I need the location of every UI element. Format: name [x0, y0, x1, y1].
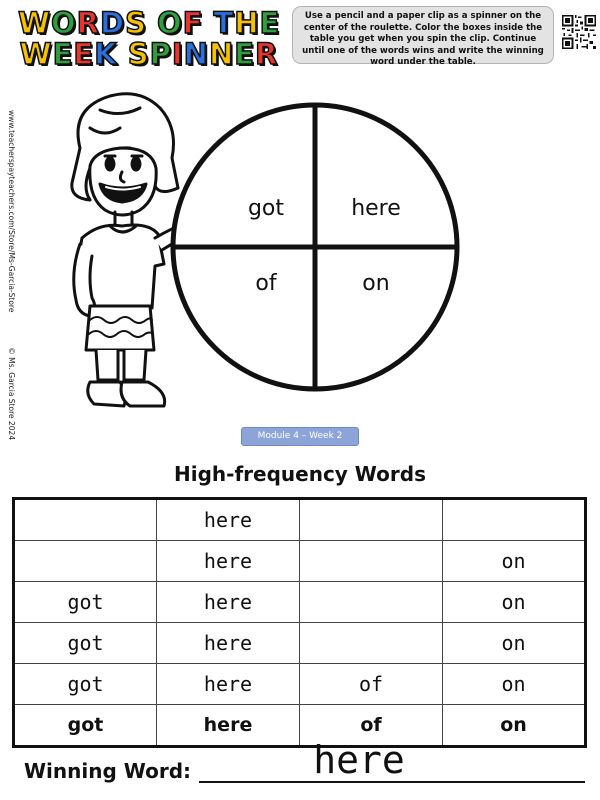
base-word-cell: of [300, 705, 443, 747]
title-letter: F [182, 6, 204, 40]
instructions-box [292, 6, 554, 67]
qr-code-icon [562, 15, 596, 49]
base-word-cell: on [443, 705, 586, 747]
spinner-word-here: here [351, 196, 401, 221]
page-title [18, 8, 280, 70]
spinner-word-of: of [255, 271, 277, 296]
tally-cell[interactable]: got [14, 664, 157, 705]
tally-cell[interactable] [14, 499, 157, 541]
title-letter: E [52, 37, 74, 71]
tally-cell[interactable]: here [157, 541, 300, 582]
tally-cell[interactable]: got [14, 582, 157, 623]
title-letter: R [255, 37, 279, 71]
tally-cell[interactable]: got [14, 623, 157, 664]
table-title: High-frequency Words [174, 462, 426, 486]
table-row [14, 541, 586, 582]
module-badge: Module 4 – Week 2 [241, 427, 359, 446]
tally-cell[interactable] [300, 499, 443, 541]
title-letter: E [73, 37, 95, 71]
tally-cell[interactable]: here [157, 623, 300, 664]
title-letter: S [127, 37, 150, 71]
title-line-1 [18, 8, 280, 39]
tally-cell[interactable]: on [443, 623, 586, 664]
tally-cell[interactable] [14, 541, 157, 582]
side-credit [7, 110, 16, 441]
title-line-2 [18, 39, 280, 70]
tally-table [12, 497, 587, 748]
title-letter: E [234, 37, 256, 71]
title-letter [118, 39, 128, 70]
tally-cell[interactable] [300, 582, 443, 623]
table-row [14, 499, 586, 541]
title-letter: S [125, 6, 147, 40]
copyright-text: © Ms. Garcia Store 2024 [7, 347, 16, 441]
instructions-text: Use a pencil and a paper clip as a spinner on the center of the roulette. Color the boxes inside the table you get when you spin the clip. Continue until one of the words wins and write the winning word under the table. [302, 11, 544, 67]
title-letter: H [234, 6, 260, 40]
winning-word-label: Winning Word: [24, 759, 192, 783]
title-letter [203, 8, 213, 39]
title-letter: N [183, 37, 209, 71]
winning-word-line [199, 781, 585, 783]
tally-cell[interactable]: here [157, 499, 300, 541]
title-letter: O [156, 6, 183, 40]
tally-cell[interactable]: on [443, 541, 586, 582]
tally-cell[interactable] [300, 541, 443, 582]
spinner-word-got: got [247, 196, 285, 221]
base-word-cell: here [157, 705, 300, 747]
title-letter: I [171, 37, 184, 71]
title-letter: N [208, 37, 235, 71]
tally-cell[interactable]: of [300, 664, 443, 705]
base-word-cell: got [14, 705, 157, 747]
table-row [14, 582, 586, 623]
tally-cell[interactable] [443, 499, 586, 541]
title-letter: W [19, 37, 53, 71]
word-spinner[interactable] [168, 100, 462, 394]
tally-cell[interactable]: here [157, 582, 300, 623]
table-row [14, 664, 586, 705]
title-letter: R [76, 6, 100, 40]
table-row [14, 623, 586, 664]
tally-cell[interactable] [300, 623, 443, 664]
title-letter: T [213, 6, 235, 40]
winning-word-value: here [313, 738, 405, 782]
title-letter [147, 8, 157, 39]
spinner-word-on: on [362, 271, 390, 296]
title-letter: O [51, 6, 77, 40]
tally-cell[interactable]: on [443, 664, 586, 705]
tally-cell[interactable]: on [443, 582, 586, 623]
title-letter: P [149, 37, 172, 71]
title-letter: K [94, 37, 118, 71]
tally-cell[interactable]: here [157, 664, 300, 705]
title-letter: E [259, 6, 281, 40]
store-url: www.teacherspayteachers.com/Store/Ms-Garcia-Store [7, 110, 16, 313]
title-letter: D [100, 6, 126, 40]
title-letter: W [18, 6, 51, 40]
